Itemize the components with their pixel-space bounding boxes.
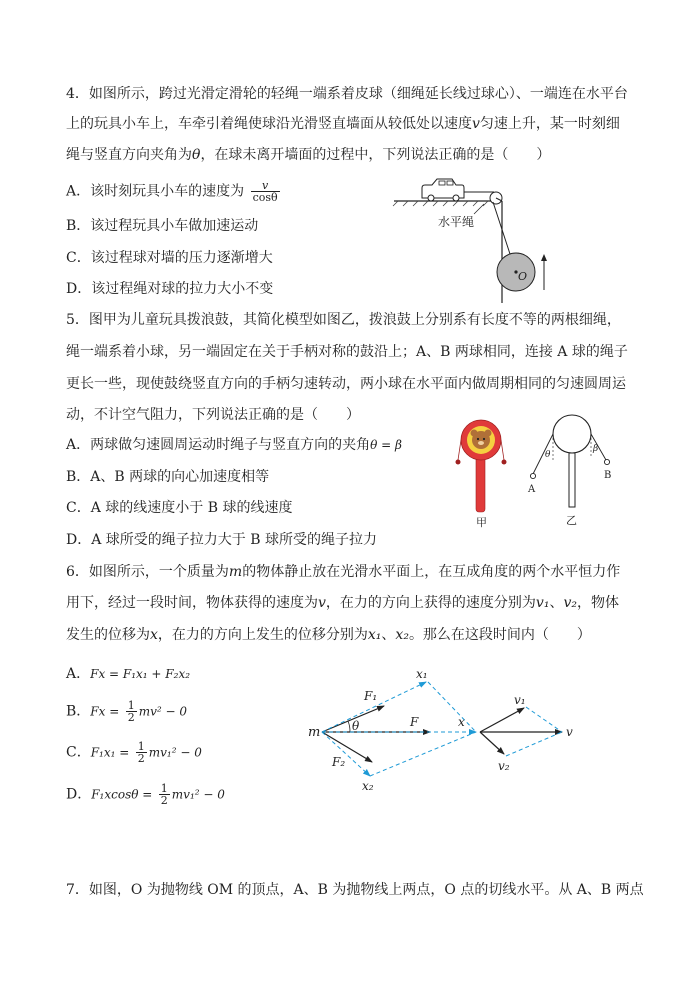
q6-fig-f1: F₁	[364, 689, 378, 703]
q6-stem1-b: 的物体静止放在光滑水平面上，在互成角度的两个水平恒力作	[242, 564, 621, 580]
q6-option-d[interactable]	[66, 783, 225, 806]
toy-car-icon	[422, 179, 464, 201]
bear-eye-right	[483, 438, 485, 440]
q6-option-d-left: F₁xcosθ =	[91, 787, 153, 802]
q6-fig-f2: F₂	[332, 755, 346, 769]
q6-stem3-sep: 、	[381, 627, 396, 643]
q4-frac-num: v	[251, 180, 280, 192]
q6-stem-line3	[66, 625, 591, 645]
q6-var-x: x	[150, 627, 158, 643]
q6-fig-v: v	[566, 725, 573, 739]
q5-option-d[interactable]: D．A 球所受的绳子拉力大于 B 球所受的绳子拉力	[66, 532, 377, 548]
q4-label-leader	[474, 204, 484, 214]
q4-stem-line1: 4．如图所示，跨过光滑定滑轮的轻绳一端系着皮球（细绳延长线过球心）、一端连在水平台	[66, 86, 628, 102]
q4-rope-label: 水平绳	[438, 215, 475, 229]
q6-option-b-label: B．	[66, 703, 91, 720]
q6-stem-line2	[66, 593, 619, 613]
q6-option-a-formula: Fx = F₁x₁ + F₂x₂	[90, 667, 191, 681]
q6-fig-v2: v₂	[498, 759, 510, 773]
q5-handle	[569, 453, 575, 507]
q6-option-b[interactable]	[66, 700, 187, 723]
q6-var-v2: v₂	[563, 595, 577, 611]
q5-label-a: A	[528, 484, 536, 495]
q6-stem3-b: ，在力的方向上发生的位移分别为	[157, 627, 368, 643]
q6-option-d-right: mv₁² − 0	[171, 787, 225, 802]
q4-figure	[390, 168, 570, 308]
q6-angle-arc	[348, 721, 350, 732]
q4-option-c[interactable]: C．该过程球对墙的压力逐渐增大	[66, 250, 273, 266]
q6-d-den: 2	[160, 794, 168, 807]
q6-fig-x1: x₁	[416, 667, 428, 681]
q6-var-v: v	[318, 595, 326, 611]
q5-stem-line4: 动，不计空气阻力，下列说法正确的是（ ）	[66, 407, 360, 423]
q6-var-x1: x₁	[367, 627, 382, 643]
q4-stem-line3-text: 绳与竖直方向夹角为	[66, 147, 192, 163]
q6-var-v1: v₁	[535, 595, 550, 611]
q6-v-dash-top	[526, 707, 562, 732]
q6-fig-m: m	[308, 725, 321, 740]
drum-bead-right	[502, 460, 507, 465]
q5-fig-jia-label: 甲	[476, 516, 487, 528]
q6-stem2-b: ，在力的方向上获得的速度分别为	[325, 595, 536, 611]
q5-drum-circle	[553, 415, 591, 453]
q5-stem-line3: 更长一些，现使鼓绕竖直方向的手柄匀速转动，两小球在水平面内做周期相同的匀速圆周运	[66, 376, 626, 392]
q5-option-b[interactable]: B．A、B 两球的向心加速度相等	[66, 469, 270, 485]
bear-eye-left	[477, 438, 479, 440]
q6-c-den: 2	[137, 752, 145, 765]
q4-stem-line2-text: 上的玩具小车上，车牵引着绳使球沿光滑竖直墙面从较低处以速度	[66, 116, 472, 132]
q6-option-c-right: mv₁² − 0	[148, 745, 202, 760]
q4-var-v: v	[472, 116, 480, 132]
bear-ear-left	[471, 430, 478, 437]
q6-b-num: 1	[127, 699, 135, 712]
q6-vector-f2	[322, 732, 372, 762]
q5-option-a-formula: θ = β	[370, 438, 402, 452]
bear-ear-right	[485, 430, 492, 437]
q5-ball-a	[530, 473, 535, 478]
q4-ball-label: O	[518, 270, 528, 283]
q6-d-num: 1	[160, 782, 168, 795]
q6-stem3-a: 发生的位移为	[66, 627, 150, 643]
q5-figure-jia	[448, 416, 518, 528]
q6-stem2-sep: 、	[549, 595, 564, 611]
q6-option-c-left: F₁x₁ =	[90, 745, 130, 760]
q6-var-m: m	[228, 564, 243, 580]
drum-bead-left	[456, 460, 461, 465]
q4-option-a[interactable]	[66, 180, 282, 203]
q6-option-b-left: Fx =	[90, 704, 120, 719]
q6-fig-f: F	[410, 715, 419, 729]
drum-handle	[476, 456, 485, 512]
drum-string-right	[501, 440, 504, 460]
q4-frac-den: cosθ	[252, 191, 278, 204]
q4-up-arrowhead	[541, 254, 547, 261]
q4-option-a-text: A．该时刻玩具小车的速度为	[66, 183, 245, 200]
q6-stem2-a: 用下，经过一段时间，物体获得的速度为	[66, 595, 318, 611]
q4-option-a-fraction	[251, 180, 280, 203]
q6-c-num: 1	[137, 740, 145, 753]
drum-string-left	[458, 440, 461, 460]
q6-stem1-a: 6．如图所示，一个质量为	[66, 564, 229, 580]
q6-fig-v1: v₁	[514, 693, 526, 707]
q6-option-a[interactable]	[66, 664, 190, 684]
q5-figure-yi	[520, 412, 620, 528]
q6-stem3-c: 。那么在这段时间内（ ）	[408, 627, 591, 643]
q5-option-a[interactable]	[66, 435, 402, 455]
q5-label-theta: θ	[545, 450, 551, 460]
q5-fig-yi-label: 乙	[566, 514, 577, 527]
q4-stem-line2-tail: 匀速上升，某一时刻细	[479, 116, 620, 132]
q6-option-d-label: D．	[66, 786, 92, 803]
q4-stem-line3-tail: ，在球未离开墙面的过程中，下列说法正确的是（ ）	[200, 147, 551, 163]
q6-option-c[interactable]	[66, 741, 202, 764]
q4-option-b[interactable]: B．该过程玩具小车做加速运动	[66, 218, 259, 234]
q6-stem2-c: ，物体	[576, 595, 619, 611]
q6-figure	[300, 660, 590, 800]
q5-option-c[interactable]: C．A 球的线速度小于 B 球的线速度	[66, 500, 293, 516]
q5-label-beta: β	[593, 444, 599, 454]
q6-vector-v2	[480, 732, 504, 754]
q5-label-b: B	[604, 470, 612, 481]
q6-parallelogram-bottom	[370, 732, 476, 776]
q5-option-a-text: A．两球做匀速圆周运动时绳子与竖直方向的夹角	[66, 437, 371, 453]
q4-platform-hatch	[393, 201, 488, 206]
q6-fig-x: x	[458, 715, 465, 729]
q6-vector-v1	[480, 708, 524, 732]
q5-stem-line2: 绳一端系着小球，另一端固定在关于手柄对称的鼓沿上；A、B 两球相同，连接 A 球的绳子	[66, 344, 628, 360]
q6-option-d-fraction	[159, 783, 170, 806]
q6-option-b-fraction	[126, 700, 137, 723]
q6-parallelogram-top	[428, 682, 476, 732]
q6-fig-theta: θ	[352, 719, 360, 733]
q6-var-x2: x₂	[395, 627, 409, 643]
q6-option-a-label: A．	[66, 666, 91, 682]
bear-muzzle	[478, 441, 484, 445]
q6-option-b-right: mv² − 0	[138, 704, 188, 719]
q6-stem-line1	[66, 562, 620, 582]
q6-fig-x2: x₂	[362, 779, 374, 793]
q6-b-den: 2	[127, 711, 135, 724]
q6-option-c-label: C．	[66, 744, 91, 761]
q5-ball-b	[604, 459, 609, 464]
q6-v-dash-bottom	[506, 732, 562, 756]
q4-option-d[interactable]: D．该过程绳对球的拉力大小不变	[66, 281, 274, 297]
q7-stem-line1: 7．如图，O 为抛物线 OM 的顶点，A、B 为抛物线上两点，O 点的切线水平。从 A、B 两点	[66, 882, 644, 898]
q4-var-theta: θ	[192, 147, 201, 163]
q6-vector-x2	[322, 732, 370, 776]
q4-stem-line2	[66, 114, 620, 134]
q6-option-c-fraction	[136, 741, 147, 764]
q5-stem-line1: 5．图甲为儿童玩具拨浪鼓，其简化模型如图乙，拨浪鼓上分别系有长度不等的两根细绳，	[66, 312, 621, 328]
q4-stem-line3	[66, 145, 550, 165]
